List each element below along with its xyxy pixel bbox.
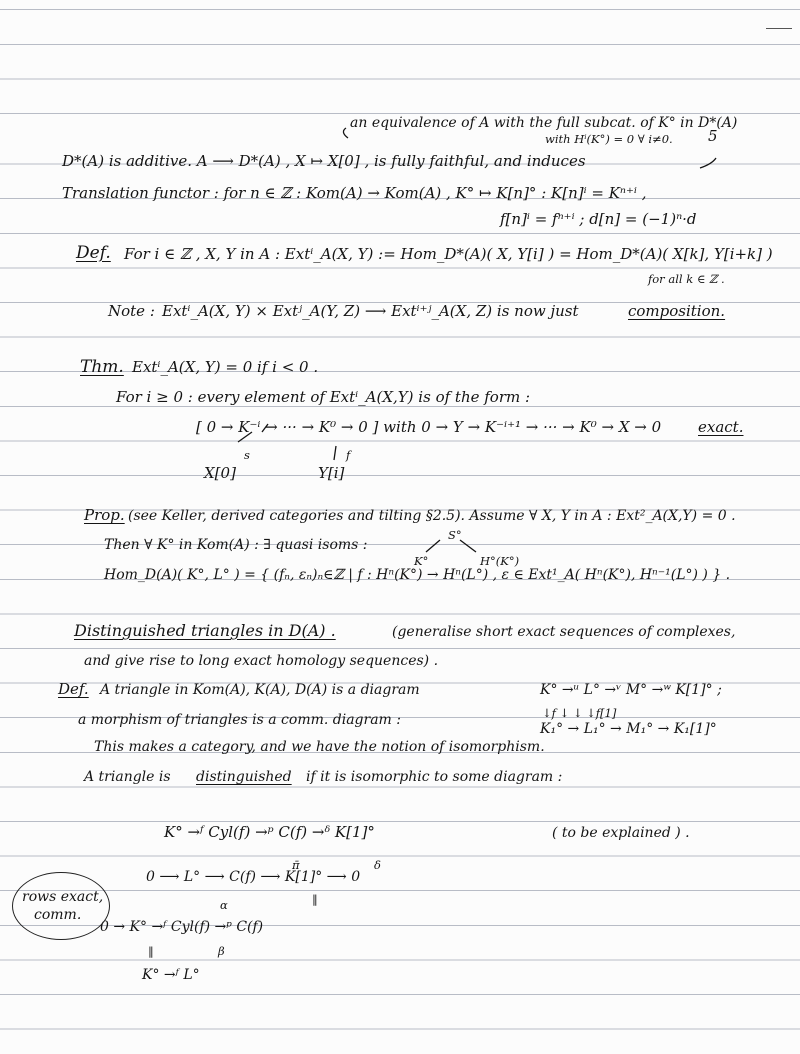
line-dist-def-a: A triangle is <box>84 769 171 785</box>
line-thm-c: [ 0 → K⁻ⁱ → ··· → K⁰ → 0 ] with 0 → Y → K⁻ⁱ⁺¹ → ··· → K⁰ → X → 0 <box>196 418 662 436</box>
arrow-f <box>334 446 336 460</box>
word-exact: exact. <box>698 418 744 436</box>
diagram-row-1: 0 ⟶ L° ⟶ C(f) ⟶ K[1]° ⟶ 0 <box>146 869 361 885</box>
tri-bot: K₁° → L₁° → M₁° → K₁[1]° <box>540 721 717 737</box>
prop-h: H°(K°) <box>480 554 520 568</box>
line-def-tri-b: a morphism of triangles is a comm. diagram : <box>78 712 401 728</box>
prop-arrow-left <box>426 540 440 552</box>
line-dist: (generalise short exact sequences of complexes, <box>392 624 736 640</box>
note-top-b: with Hⁱ(K°) = 0 ∀ i≠0. <box>545 132 673 146</box>
line-thm-b: For i ≥ 0 : every element of Extⁱ_A(X,Y) is of the form : <box>116 388 531 406</box>
bubble-text-b: comm. <box>34 907 82 923</box>
term-x0: X[0] <box>204 464 236 482</box>
label-s: s <box>244 448 250 462</box>
label-note: Note : <box>108 302 155 320</box>
line-thm: Extⁱ_A(X, Y) = 0 if i < 0 . <box>132 358 319 376</box>
tri-mid: ↓f ↓ ↓ ↓f[1] <box>542 706 617 720</box>
line-def-ext: For i ∈ ℤ , X, Y in A : Extⁱ_A(X, Y) := Hom_D*(A)( X, Y[i] ) = Hom_D*(A)( X[k], Y[i+k] ) <box>124 245 773 263</box>
diagram-beta: β <box>218 944 225 958</box>
diagram-label-delta: δ <box>374 858 381 872</box>
word-distinguished: distinguished <box>196 769 292 785</box>
line-category: This makes a category, and we have the notion of isomorphism. <box>94 739 545 755</box>
cone-sequence: K° →ᶠ Cyl(f) →ᵖ C(f) →ᵟ K[1]° <box>164 823 375 841</box>
prop-arrow-right <box>460 540 476 552</box>
label-prop: Prop. <box>84 506 125 524</box>
line-dist-b: and give rise to long exact homology sequences) . <box>84 653 439 669</box>
prop-k: K° <box>414 554 429 568</box>
note-top-a: an equivalence of A with the full subcat. of K° in D*(A) <box>350 115 738 131</box>
heading-distinguished: Distinguished triangles in D(A) . <box>74 621 336 640</box>
arrow-s-right <box>262 424 268 432</box>
line-prop-c: Hom_D(A)( K°, L° ) = { (fₙ, εₙ)ₙ∈ℤ | f : Hⁿ(K°) → Hⁿ(L°) , ε ∈ Ext¹_A( Hⁿ(K°), Hⁿ⁻¹(L°) ) } . <box>104 567 731 583</box>
line-translation: Translation functor : for n ∈ ℤ : Kom(A) → Kom(A) , K° ↦ K[n]° : K[n]ⁱ = Kⁿ⁺ⁱ , <box>62 184 647 202</box>
label-def2: Def. <box>58 680 89 698</box>
arrow-s-left <box>238 432 252 442</box>
diagram-parallel-1: ‖ <box>312 892 318 906</box>
line-additive: D*(A) is additive. A ⟶ D*(A) , X ↦ X[0] , is fully faithful, and induces <box>62 152 586 170</box>
line-prop-b: Then ∀ K° in Kom(A) : ∃ quasi isoms : <box>104 537 368 553</box>
tri-top: K° →ᵘ L° →ᵛ M° →ʷ K[1]° ; <box>540 682 722 698</box>
line-prop: (see Keller, derived categories and tilting §2.5). Assume ∀ X, Y in A : Ext²_A(X,Y) = 0 . <box>128 508 736 524</box>
term-yi: Y[i] <box>318 464 345 482</box>
line-note: Extⁱ_A(X, Y) × Extʲ_A(Y, Z) ⟶ Extⁱ⁺ʲ_A(X, Z) is now just <box>162 302 579 320</box>
line-translation-b: f[n]ⁱ = fⁿ⁺ⁱ ; d[n] = (−1)ⁿ·d <box>500 210 697 228</box>
line-def-tri: A triangle in Kom(A), K(A), D(A) is a diagram <box>100 682 420 698</box>
diagram-alpha: α <box>220 898 228 912</box>
diagram-row-3: K° →ᶠ L° <box>142 967 200 983</box>
line-dist-def-b: if it is isomorphic to some diagram : <box>306 769 563 785</box>
brace-stroke-right <box>700 158 716 168</box>
line-def-ext-b: for all k ∈ ℤ . <box>648 272 725 286</box>
word-composition: composition. <box>628 302 726 320</box>
label-thm: Thm. <box>80 357 124 377</box>
label-def: Def. <box>76 243 111 263</box>
diagram-parallel-2: ‖ <box>148 944 154 958</box>
prop-s: S° <box>448 528 462 542</box>
brace-stroke-left <box>343 128 348 138</box>
label-f: f <box>346 448 351 462</box>
cone-note: ( to be explained ) . <box>552 825 690 841</box>
bubble-text-a: rows exact, <box>22 889 104 905</box>
diagram-row-2: 0 → K° →ᶠ Cyl(f) →ᵖ C(f) <box>100 919 264 935</box>
page-number: 5 <box>708 127 718 145</box>
diagram-label-pi: π̄ <box>292 858 300 872</box>
